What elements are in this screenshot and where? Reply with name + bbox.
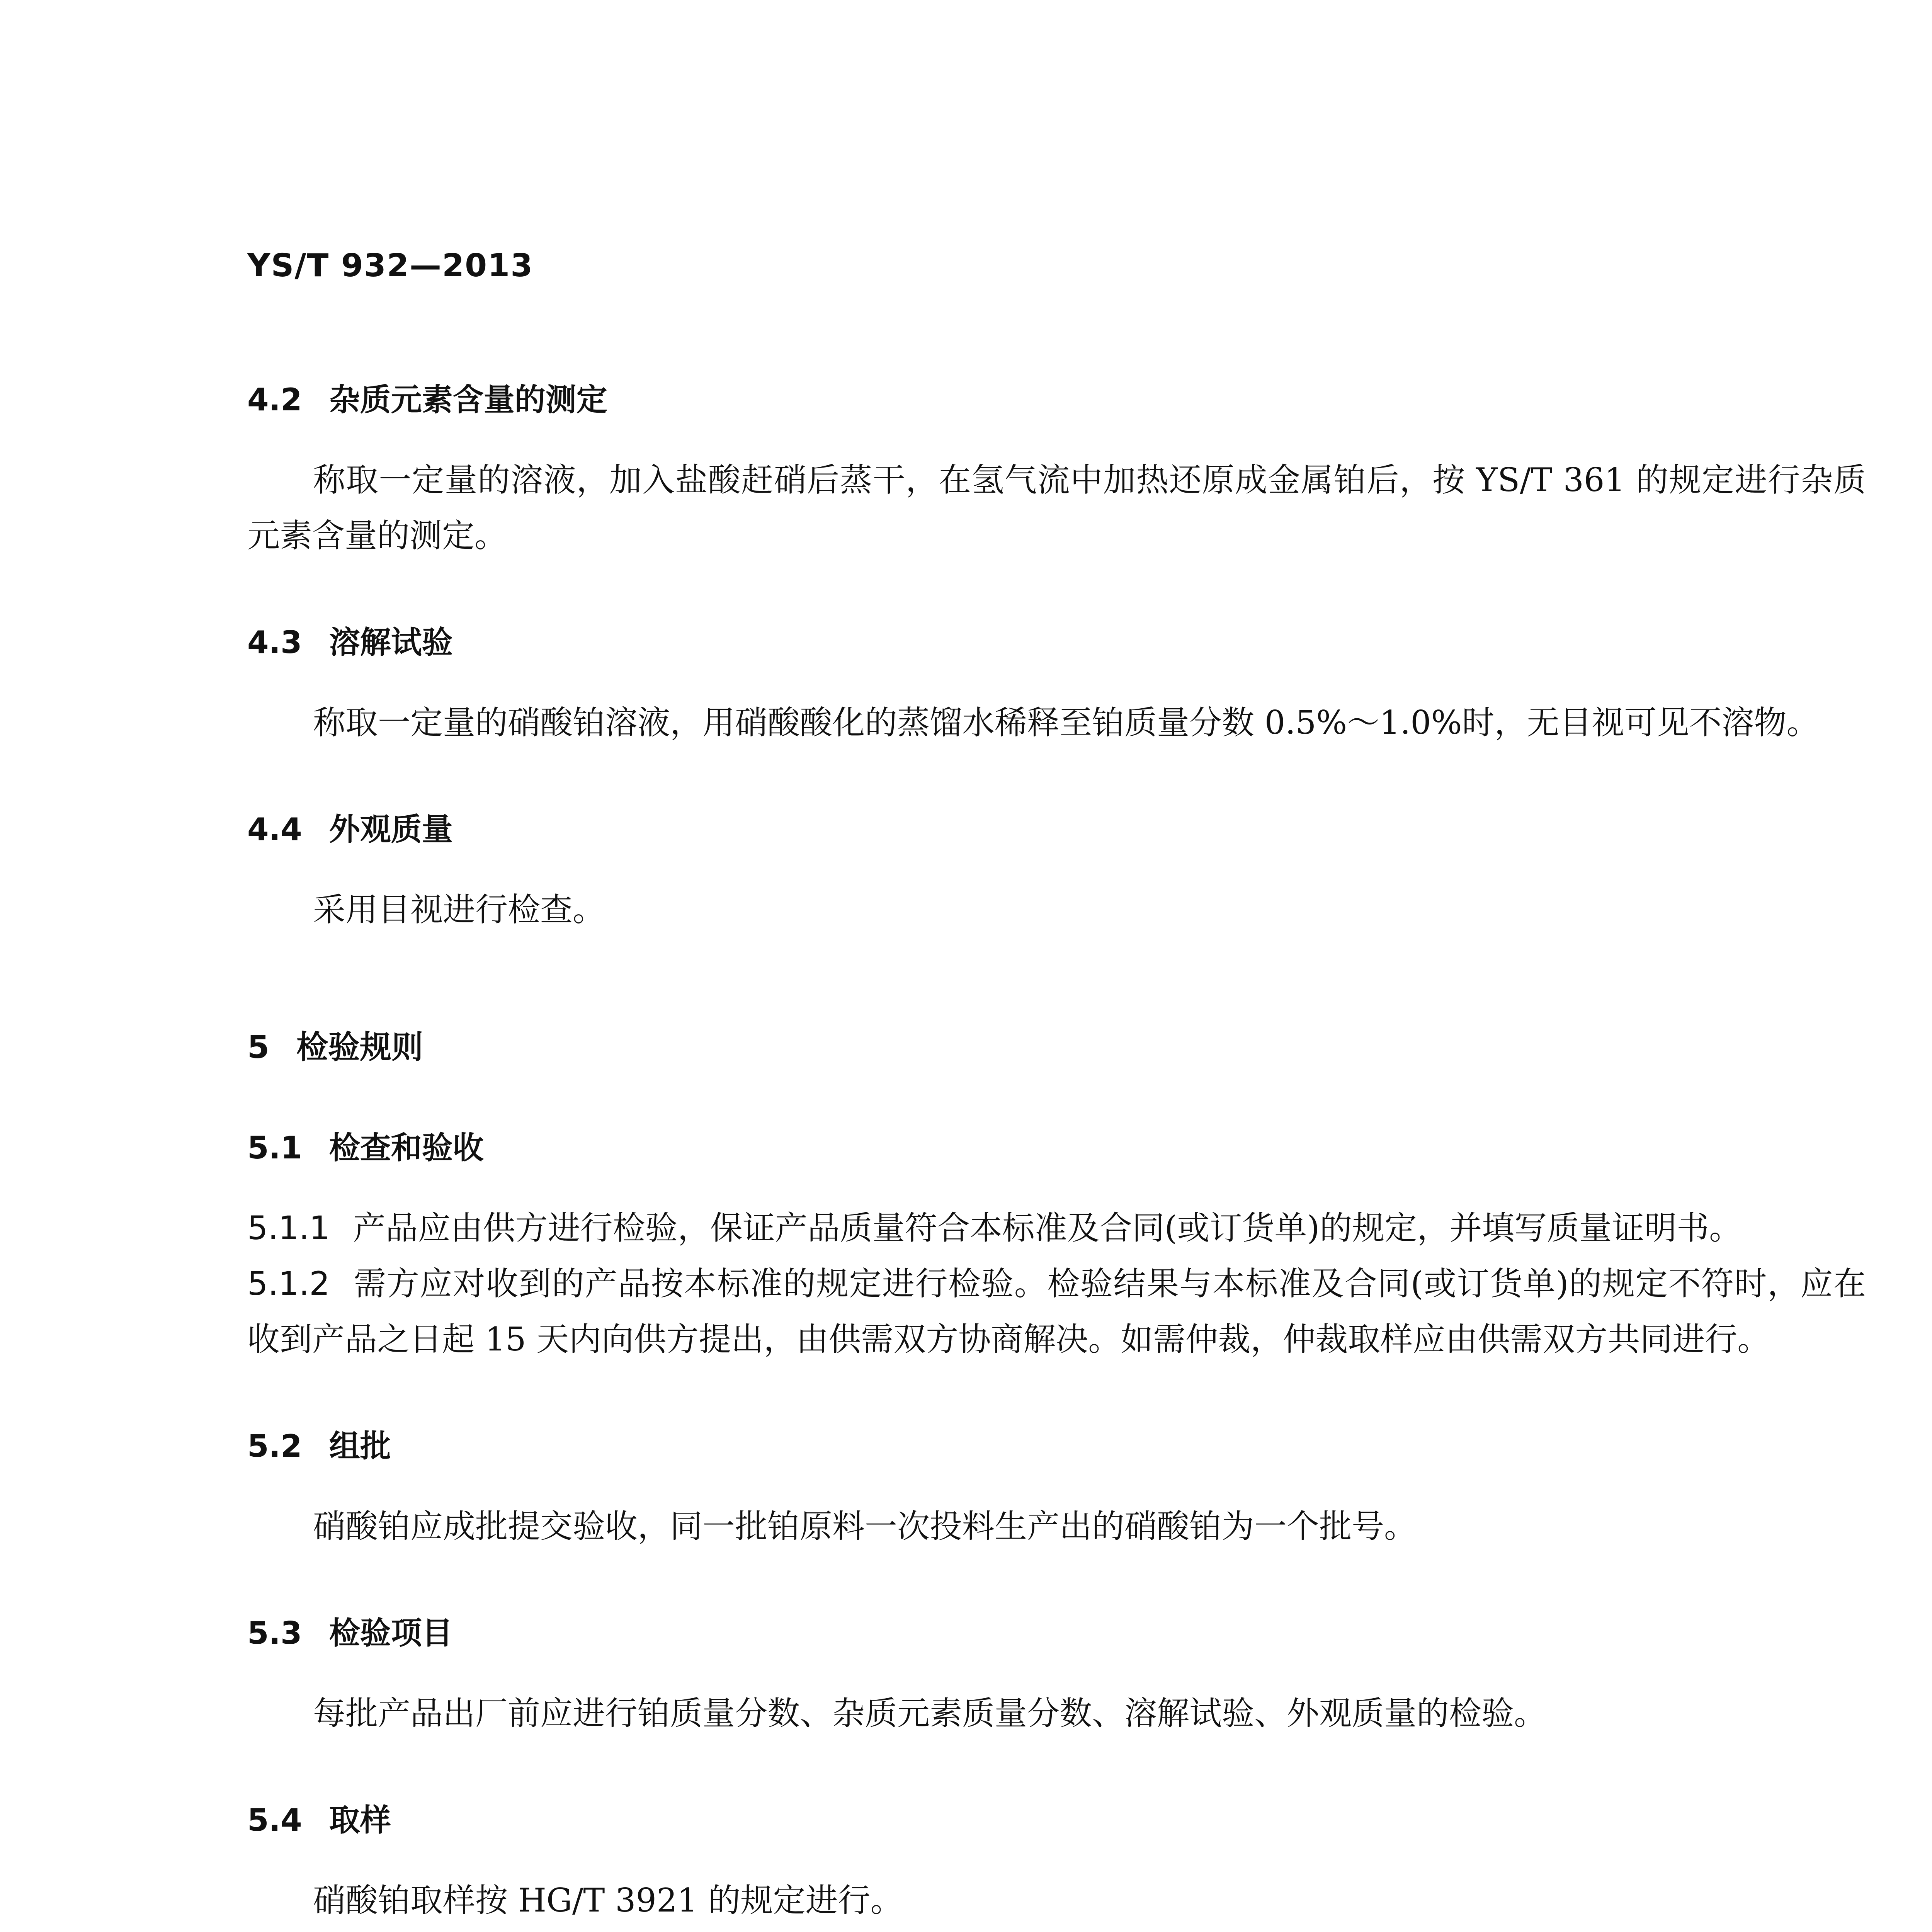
section-5-4-heading xyxy=(247,1799,1866,1842)
section-5-2-heading xyxy=(247,1425,1866,1468)
section-5-2-paragraph: 硝酸铂应成批提交验收，同一批铂原料一次投料生产出的硝酸铂为一个批号。 xyxy=(313,1507,1417,1545)
section-number: 4.4 xyxy=(247,811,302,847)
section-title: 外观质量 xyxy=(329,811,453,847)
clause-text: 产品应由供方进行检验，保证产品质量符合本标准及合同(或订货单)的规定，并填写质量证明书。 xyxy=(353,1209,1742,1247)
clause-number: 5.1.1 xyxy=(247,1209,330,1247)
section-title: 组批 xyxy=(329,1428,391,1464)
chapter-title: 检验规则 xyxy=(296,1029,423,1066)
chapter-number: 5 xyxy=(247,1029,270,1066)
section-number: 4.2 xyxy=(247,382,302,418)
clause-5-1-2 xyxy=(247,1256,1866,1367)
section-5-3-heading xyxy=(247,1612,1866,1655)
section-number: 5.4 xyxy=(247,1802,302,1838)
clause-number: 5.1.2 xyxy=(247,1265,330,1303)
section-number: 5.1 xyxy=(247,1130,302,1166)
section-4-4-heading xyxy=(247,808,1866,851)
section-number: 4.3 xyxy=(247,624,302,660)
section-title: 溶解试验 xyxy=(329,624,453,660)
clause-text: 需方应对收到的产品按本标准的规定进行检验。检验结果与本标准及合同(或订货单)的规定不符时，应在收到产品之日起 15 天内向供方提出，由供需双方协商解决。如需仲裁，仲裁取样应由供需双方共同进行。 xyxy=(247,1265,1866,1358)
section-number: 5.2 xyxy=(247,1428,302,1464)
section-title: 取样 xyxy=(329,1802,391,1838)
clause-5-1-1 xyxy=(247,1200,1866,1256)
section-5-4-paragraph: 硝酸铂取样按 HG/T 3921 的规定进行。 xyxy=(313,1881,903,1919)
section-4-3-paragraph: 称取一定量的硝酸铂溶液，用硝酸酸化的蒸馏水稀释至铂质量分数 0.5%～1.0%时，无目视可见不溶物。 xyxy=(313,704,1819,742)
section-title: 检查和验收 xyxy=(329,1130,484,1166)
section-4-4-paragraph: 采用目视进行检查。 xyxy=(313,891,605,929)
section-4-3-heading xyxy=(247,621,1866,664)
section-5-1-heading xyxy=(247,1127,1866,1169)
document-code: YS/T 932—2013 xyxy=(247,247,534,284)
section-5-3-paragraph: 每批产品出厂前应进行铂质量分数、杂质元素质量分数、溶解试验、外观质量的检验。 xyxy=(313,1694,1547,1732)
section-4-2-heading xyxy=(247,379,1866,421)
chapter-5-heading xyxy=(247,1026,1866,1069)
section-title: 检验项目 xyxy=(329,1615,453,1651)
section-4-2-paragraph: 称取一定量的溶液，加入盐酸赶硝后蒸干，在氢气流中加热还原成金属铂后，按 YS/T 361 的规定进行杂质元素含量的测定。 xyxy=(247,461,1866,554)
document-body xyxy=(247,379,1866,1932)
section-title: 杂质元素含量的测定 xyxy=(329,382,607,418)
section-number: 5.3 xyxy=(247,1615,302,1651)
